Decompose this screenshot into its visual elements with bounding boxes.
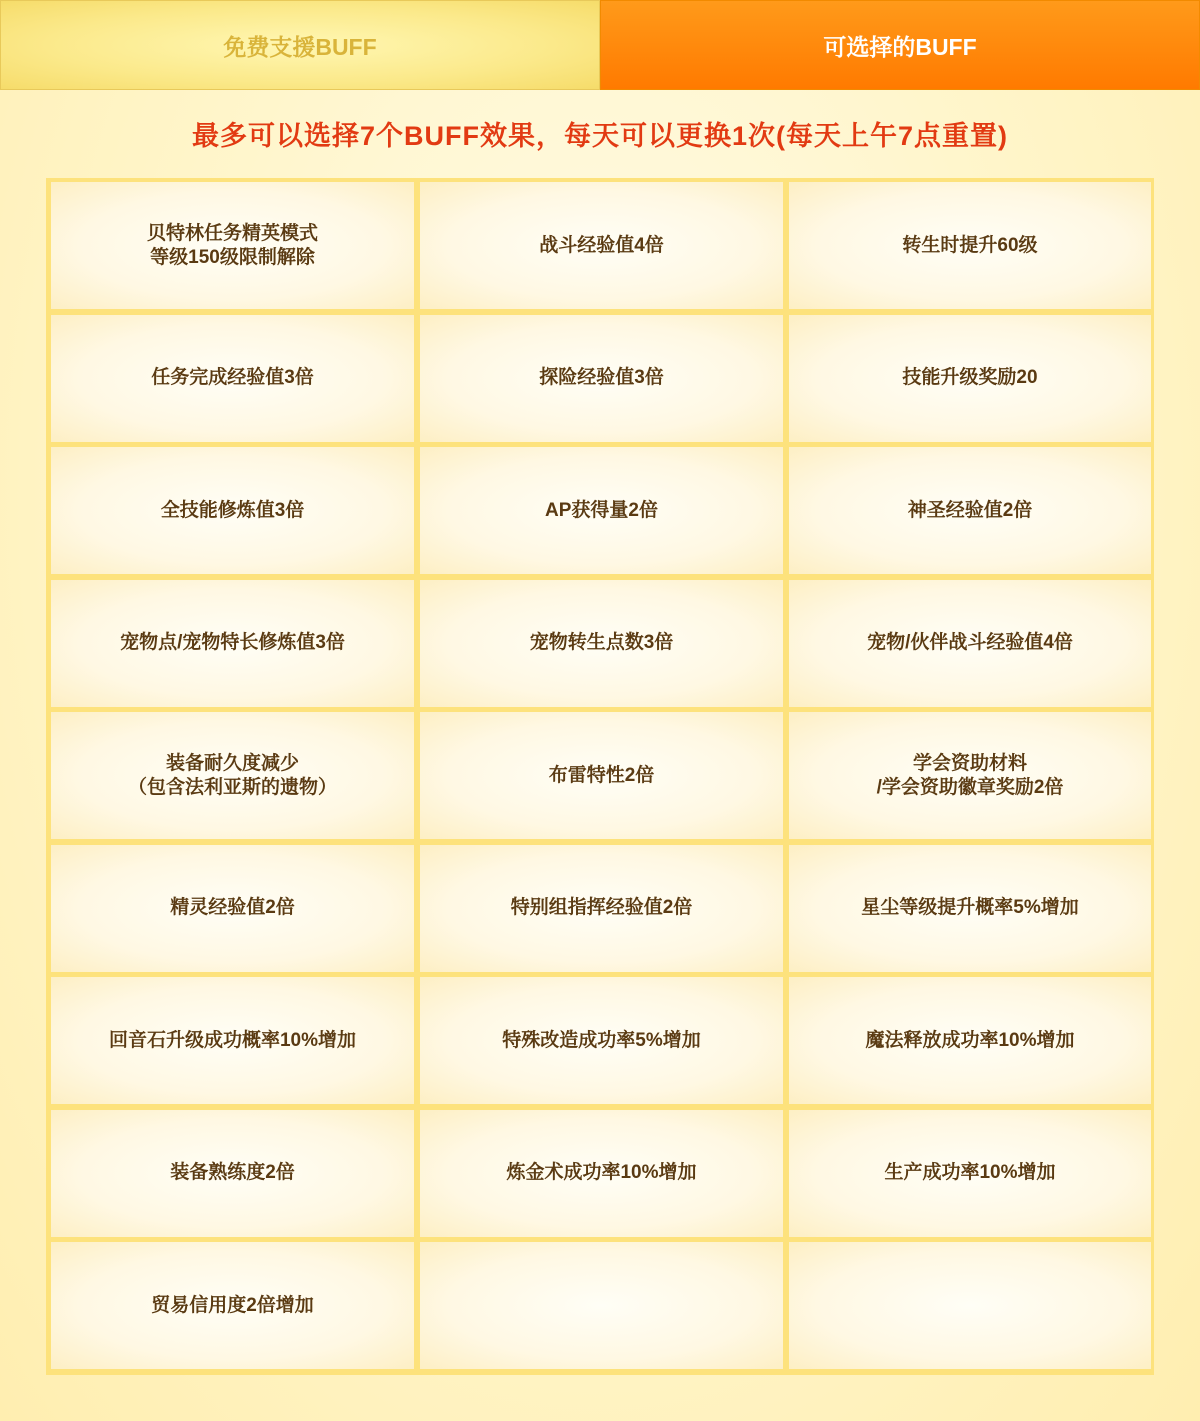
- buff-cell: 探险经验值3倍: [420, 315, 783, 442]
- buff-cell: AP获得量2倍: [420, 447, 783, 574]
- buff-cell: 宠物点/宠物特长修炼值3倍: [51, 580, 414, 707]
- buff-cell: 战斗经验值4倍: [420, 182, 783, 309]
- buff-cell: 生产成功率10%增加: [789, 1110, 1151, 1237]
- buff-cell: 回音石升级成功概率10%增加: [51, 977, 414, 1104]
- buff-cell: 学会资助材料 /学会资助徽章奖励2倍: [789, 712, 1151, 839]
- buff-cell: 贝特林任务精英模式 等级150级限制解除: [51, 182, 414, 309]
- buff-cell: 魔法释放成功率10%增加: [789, 977, 1151, 1104]
- tab-selectable-buff[interactable]: 可选择的BUFF: [600, 0, 1200, 90]
- buff-cell: 宠物转生点数3倍: [420, 580, 783, 707]
- tab-free-support-buff[interactable]: 免费支援BUFF: [0, 0, 600, 90]
- buff-cell: 转生时提升60级: [789, 182, 1151, 309]
- buff-cell: 装备耐久度减少 （包含法利亚斯的遗物）: [51, 712, 414, 839]
- buff-cell: 任务完成经验值3倍: [51, 315, 414, 442]
- buff-cell: 特殊改造成功率5%增加: [420, 977, 783, 1104]
- empty-buff-cell: [420, 1242, 783, 1369]
- buff-tabs: [0, 0, 1200, 90]
- buff-grid: [46, 178, 1154, 1375]
- buff-cell: 布雷特性2倍: [420, 712, 783, 839]
- buff-cell: 宠物/伙伴战斗经验值4倍: [789, 580, 1151, 707]
- buff-cell: 全技能修炼值3倍: [51, 447, 414, 574]
- buff-cell: 技能升级奖励20: [789, 315, 1151, 442]
- buff-cell: 神圣经验值2倍: [789, 447, 1151, 574]
- buff-cell: 精灵经验值2倍: [51, 845, 414, 972]
- empty-buff-cell: [789, 1242, 1151, 1369]
- buff-cell: 装备熟练度2倍: [51, 1110, 414, 1237]
- buff-cell: 特别组指挥经验值2倍: [420, 845, 783, 972]
- buff-cell: 星尘等级提升概率5%增加: [789, 845, 1151, 972]
- buff-selection-notice: 最多可以选择7个BUFF效果，每天可以更换1次(每天上午7点重置): [191, 121, 1008, 151]
- buff-cell: 炼金术成功率10%增加: [420, 1110, 783, 1237]
- buff-cell: 贸易信用度2倍增加: [51, 1242, 414, 1369]
